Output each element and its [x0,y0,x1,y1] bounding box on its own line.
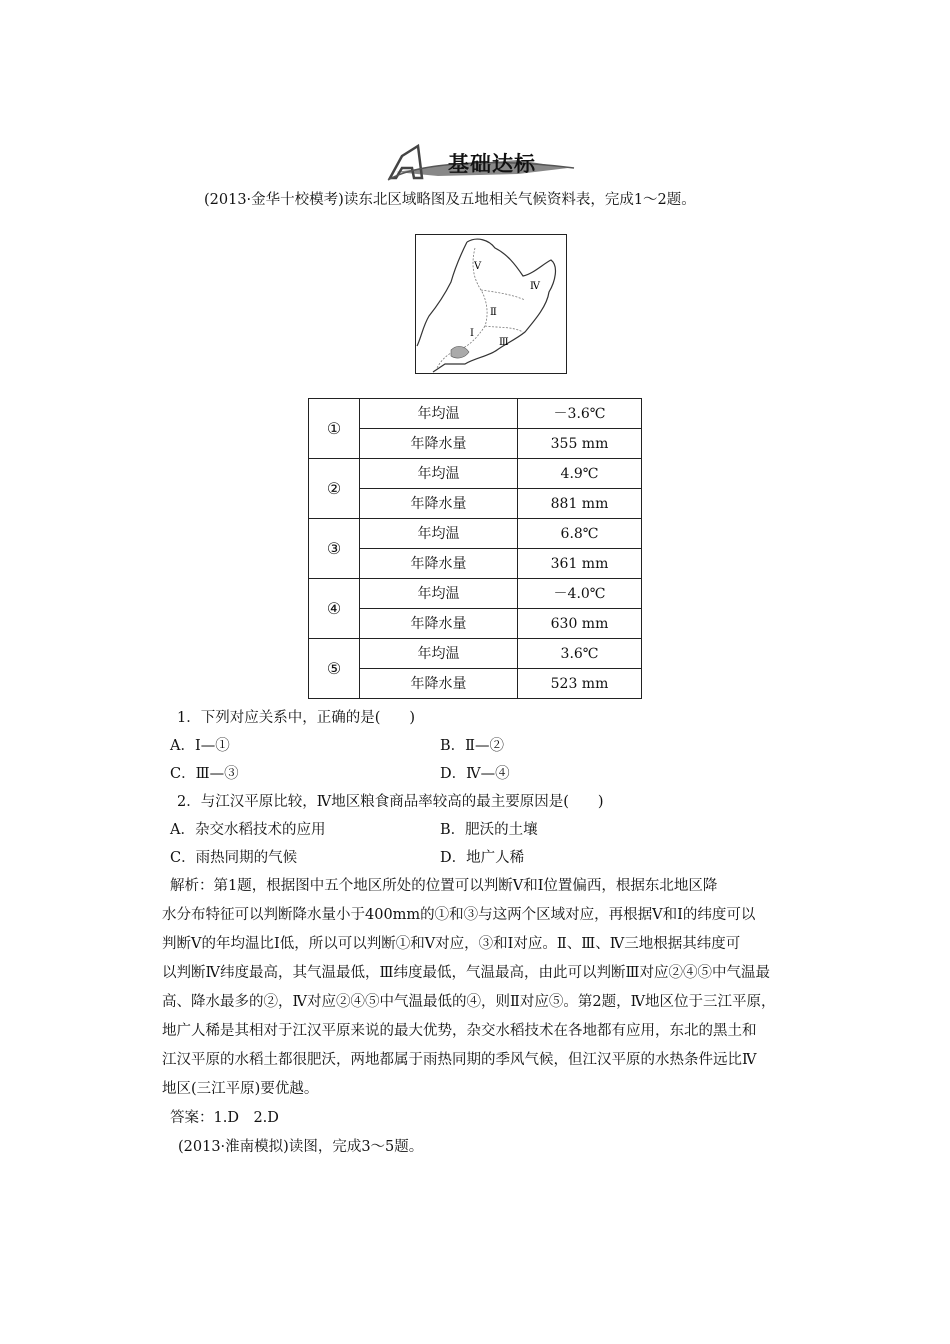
place-id: ① [309,399,360,459]
section-title: 基础达标 [448,152,536,176]
question-2-option-c: C．雨热同期的气候 [170,850,298,866]
analysis-line: 以判断Ⅳ纬度最高，其气温最低，Ⅲ纬度最低，气温最高，由此可以判断Ⅲ对应②④⑤中气温最 [162,965,770,981]
table-row [309,639,642,669]
analysis-line: 地广人稀是其相对于江汉平原来说的最大优势，杂交水稻技术在各地都有应用，东北的黑土和 [162,1023,757,1039]
region-label: Ⅰ [470,328,474,339]
place-id: ② [309,459,360,519]
question-1-option-d: D．Ⅳ—④ [440,766,510,782]
temp-label: 年均温 [360,579,518,609]
temp-label: 年均温 [360,519,518,549]
precip-value: 355 mm [518,429,642,459]
intro-text-2: (2013·淮南模拟)读图，完成3～5题。 [178,1139,424,1155]
intro-text: (2013·金华十校模考)读东北区域略图及五地相关气候资料表，完成1～2题。 [204,192,696,208]
analysis-line: 高、降水最多的②，Ⅳ对应②④⑤中气温最低的④，则Ⅱ对应⑤。第2题，Ⅳ地区位于三江平原， [162,994,776,1010]
temp-label: 年均温 [360,639,518,669]
temp-label: 年均温 [360,399,518,429]
question-1-option-a: A．Ⅰ—① [170,738,230,754]
table-row [309,399,642,429]
region-label: Ⅴ [474,261,482,272]
analysis-line: 地区(三江平原)要优越。 [162,1081,319,1097]
place-id: ⑤ [309,639,360,699]
question-2-option-a: A．杂交水稻技术的应用 [170,822,326,838]
precip-label: 年降水量 [360,669,518,699]
region-label: Ⅳ [530,281,540,292]
place-id: ④ [309,579,360,639]
question-1-stem: 1．下列对应关系中，正确的是( ) [177,710,416,726]
precip-label: 年降水量 [360,429,518,459]
answer-text: 答案：1.D 2.D [170,1110,279,1126]
table-row [309,459,642,489]
climate-table [308,398,642,699]
precip-value: 361 mm [518,549,642,579]
table-row [309,519,642,549]
temp-value: 3.6℃ [518,639,642,669]
temp-value: 4.9℃ [518,459,642,489]
temp-value: －4.0℃ [518,579,642,609]
northeast-china-map [415,234,567,374]
temp-value: 6.8℃ [518,519,642,549]
analysis-line: 判断Ⅴ的年均温比Ⅰ低，所以可以判断①和Ⅴ对应，③和Ⅰ对应。Ⅱ、Ⅲ、Ⅳ三地根据其纬度可 [162,936,741,952]
temp-value: －3.6℃ [518,399,642,429]
question-1-option-c: C．Ⅲ—③ [170,766,239,782]
temp-label: 年均温 [360,459,518,489]
analysis-line: 江汉平原的水稻土都很肥沃，两地都属于雨热同期的季风气候，但江汉平原的水热条件远比Ⅳ [162,1052,757,1068]
place-id: ③ [309,519,360,579]
precip-value: 523 mm [518,669,642,699]
precip-value: 881 mm [518,489,642,519]
precip-label: 年降水量 [360,549,518,579]
region-label: Ⅲ [499,337,509,348]
precip-label: 年降水量 [360,609,518,639]
analysis-line: 水分布特征可以判断降水量小于400mm的①和③与这两个区域对应，再根据Ⅴ和Ⅰ的纬度可以 [162,907,756,923]
analysis-line: 解析：第1题，根据图中五个地区所处的位置可以判断Ⅴ和Ⅰ位置偏西，根据东北地区降 [170,878,718,894]
question-1-option-b: B．Ⅱ—② [440,738,505,754]
question-2-option-d: D．地广人稀 [440,850,525,866]
question-2-stem: 2．与江汉平原比较，Ⅳ地区粮食商品率较高的最主要原因是( ) [177,794,604,810]
region-label: Ⅱ [490,307,497,318]
question-2-option-b: B．肥沃的土壤 [440,822,538,838]
precip-value: 630 mm [518,609,642,639]
precip-label: 年降水量 [360,489,518,519]
table-row [309,579,642,609]
